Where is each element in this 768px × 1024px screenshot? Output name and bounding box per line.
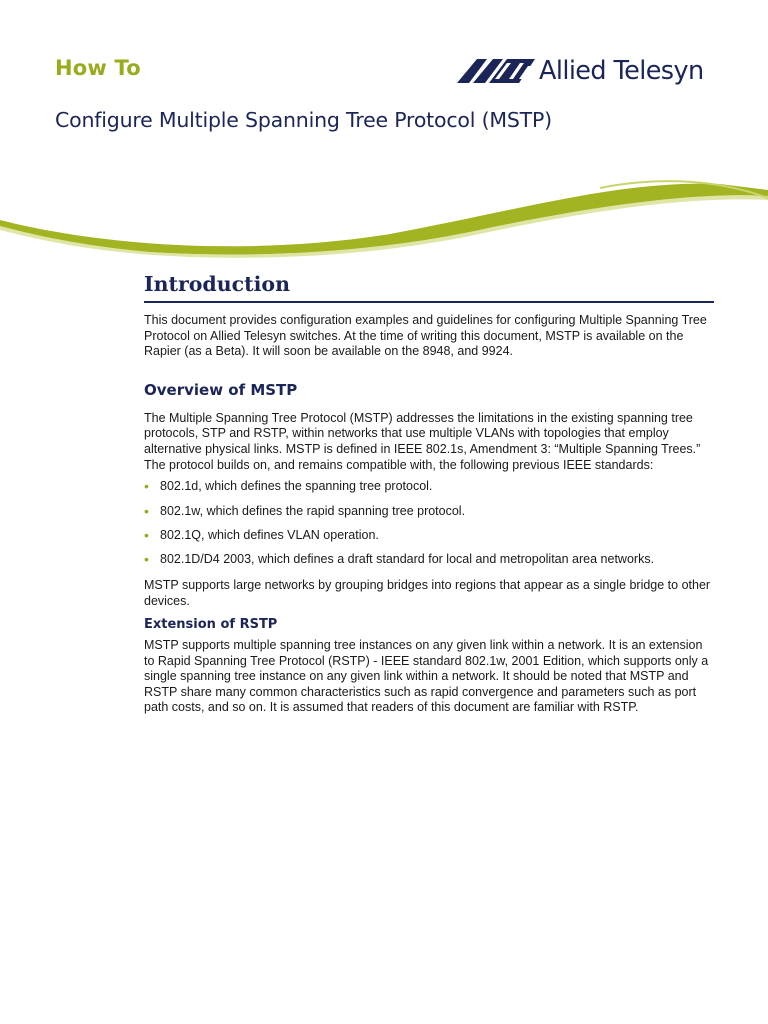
overview-paragraph: The Multiple Spanning Tree Protocol (MSTP) addresses the limitations in the existing spanning tree protocols, STP and RSTP, within networks that use multiple VLANs with topologies that employ alternative physical links. MSTP is defined in IEEE 802.1s, Amendment 3: “Multiple Spanning Trees.” The protocol builds on, and remains compatible with, the following previous IEEE standards: <box>144 410 701 472</box>
how-to-label: How To <box>55 56 141 80</box>
decorative-swoosh <box>0 170 768 260</box>
main-content <box>144 272 714 716</box>
list-item-text: 802.1Q, which defines VLAN operation. <box>160 527 379 542</box>
list-item <box>144 479 714 495</box>
extension-heading: Extension of RSTP <box>144 617 278 633</box>
list-item <box>144 552 714 568</box>
list-item-text: 802.1w, which defines the rapid spanning tree protocol. <box>160 503 466 518</box>
extension-paragraph: MSTP supports multiple spanning tree instances on any given link within a network. It is an extension to Rapid Spanning Tree Protocol (RSTP) - IEEE standard 802.1w, 2001 Edition, which supports only a single spanning tree instance on any given link within a network. It should be noted that MSTP and RSTP share many common characteristics such as rapid convergence and parameters such as port path costs, and so on. It is assumed that readers of this document are familiar with RSTP. <box>144 638 709 715</box>
list-item-text: 802.1D/D4 2003, which defines a draft standard for local and metropolitan area networks. <box>160 552 655 567</box>
introduction-heading: Introduction <box>144 272 714 303</box>
overview-heading: Overview of MSTP <box>144 380 298 399</box>
introduction-paragraph: This document provides configuration examples and guidelines for configuring Multiple Spanning Tree Protocol on Allied Telesyn switches. At the time of writing this document, MSTP is available on the Rapier (as a Beta). It will soon be available on the 8948, and 9924. <box>144 313 707 359</box>
list-item <box>144 504 714 520</box>
overview-paragraph-2: MSTP supports large networks by grouping bridges into regions that appear as a single bridge to other devices. <box>144 577 711 608</box>
list-item-text: 802.1d, which defines the spanning tree protocol. <box>160 479 433 494</box>
list-item <box>144 528 714 544</box>
standards-list <box>144 479 714 568</box>
bullet-icon: • <box>144 551 149 568</box>
allied-telesyn-logo <box>457 54 717 88</box>
bullet-icon: • <box>144 526 149 543</box>
document-title: Configure Multiple Spanning Tree Protocol (MSTP) <box>55 108 552 132</box>
logo-wordmark: Allied Telesyn <box>539 56 704 86</box>
allied-telesyn-logo-mark-icon <box>457 59 535 83</box>
bullet-icon: • <box>144 502 149 519</box>
bullet-icon: • <box>144 478 149 495</box>
